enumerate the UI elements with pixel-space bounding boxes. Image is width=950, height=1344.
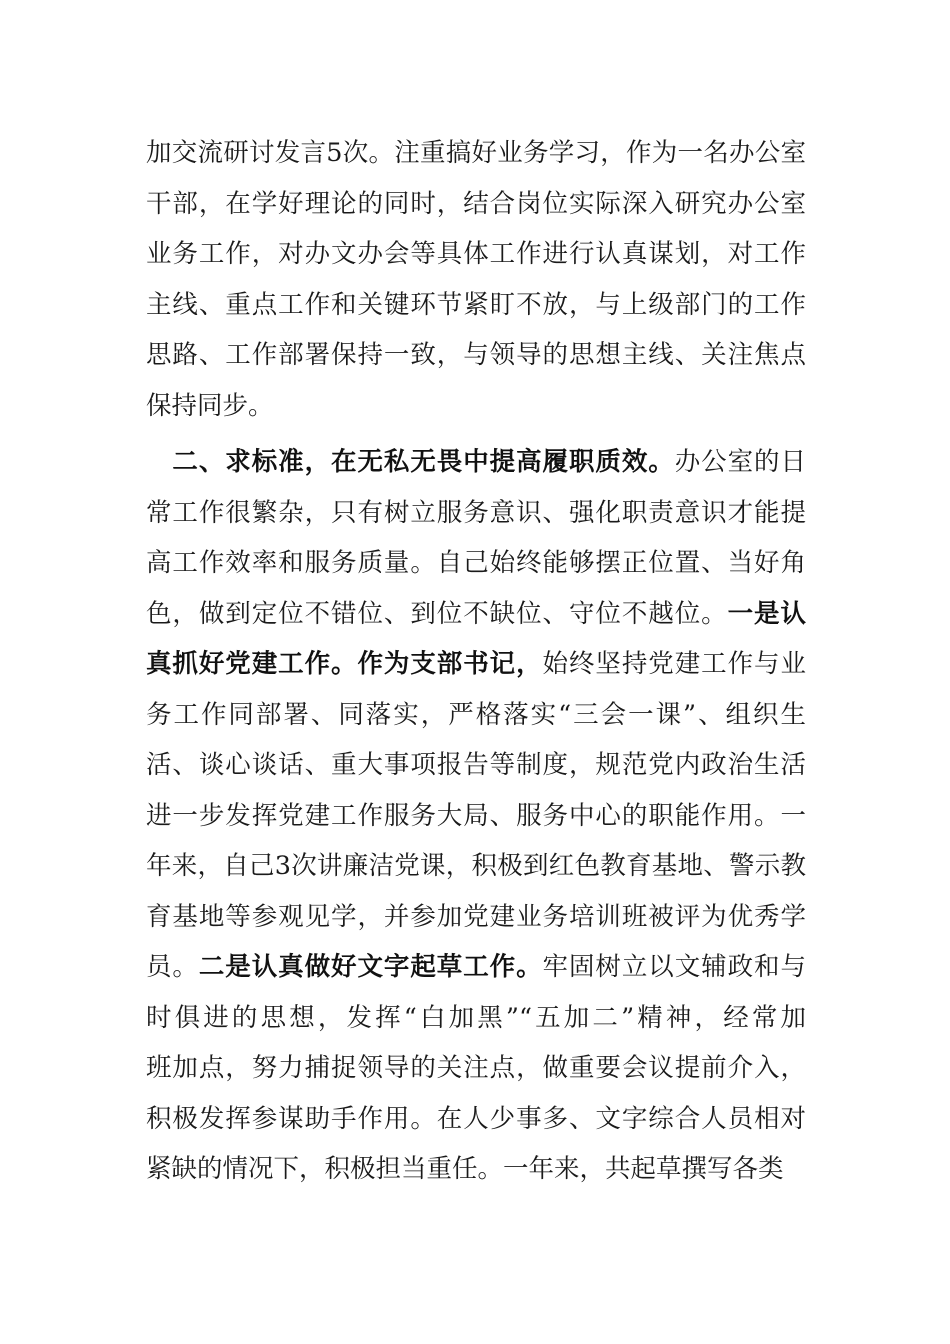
- text-line: [146, 133, 806, 173]
- text-run: 年来，自己3次讲廉洁党课，积极到红色教育基地、警示教: [146, 851, 806, 881]
- bold-text-run: 一是认: [727, 598, 806, 629]
- text-run: 积极发挥参谋助手作用。在人少事多、文字综合人员相对: [146, 1103, 806, 1134]
- text-run: 务工作同部署、同落实，严格落实“三会一课”、组织生: [146, 699, 806, 730]
- text-run: 常工作很繁杂，只有树立服务意识、强化职责意识才能提: [146, 497, 806, 528]
- text-run: 牢固树立以文辅政和与: [542, 952, 806, 982]
- text-run: 时俱进的思想，发挥“白加黑”“五加二”精神，经常加: [146, 1002, 806, 1033]
- text-run: 育基地等参观见学，并参加党建业务培训班被评为优秀学: [146, 901, 806, 932]
- text-line: [146, 1048, 806, 1088]
- text-line: [146, 897, 806, 937]
- text-run: 活、谈心谈话、重大事项报告等制度，规范党内政治生活: [146, 750, 806, 780]
- text-run: 紧缺的情况下，积极担当重任。一年来，共起草撰写各类: [146, 1154, 784, 1184]
- text-run: 办公室的日: [674, 447, 806, 477]
- text-line: [146, 998, 806, 1038]
- text-line: [146, 796, 806, 836]
- text-line: [146, 335, 806, 375]
- text-run: 始终坚持党建工作与业: [542, 649, 806, 679]
- text-line: [146, 285, 806, 325]
- bold-text-run: 真抓好党建工作。作为支部书记，: [146, 649, 543, 679]
- text-line: [146, 644, 806, 684]
- text-line: [146, 947, 806, 987]
- text-line: [146, 543, 806, 583]
- text-line: [146, 493, 806, 533]
- text-line: [146, 184, 806, 224]
- text-run: 加交流研讨发言5次。注重搞好业务学习，作为一名办公室: [146, 138, 806, 168]
- text-run: 干部，在学好理论的同时，结合岗位实际深入研究办公室: [146, 188, 806, 219]
- text-line: [146, 442, 806, 482]
- text-line: [146, 1149, 806, 1189]
- text-run: 保持同步。: [146, 390, 274, 421]
- text-line: [146, 846, 806, 886]
- text-run: 员。: [146, 952, 199, 982]
- text-run: 高工作效率和服务质量。自己始终能够摆正位置、当好角: [146, 548, 806, 578]
- text-line: [146, 1099, 806, 1139]
- text-run: 进一步发挥党建工作服务大局、服务中心的职能作用。一: [146, 800, 806, 831]
- text-run: 思路、工作部署保持一致，与领导的思想主线、关注焦点: [146, 340, 806, 370]
- text-line: [146, 695, 806, 735]
- text-run: 色，做到定位不错位、到位不缺位、守位不越位。: [146, 598, 728, 629]
- bold-text-run: 二、求标准，在无私无畏中提高履职质效。: [146, 447, 675, 477]
- text-line: [146, 234, 806, 274]
- text-run: 主线、重点工作和关键环节紧盯不放，与上级部门的工作: [146, 289, 806, 320]
- text-run: 业务工作，对办文办会等具体工作进行认真谋划，对工作: [146, 239, 806, 269]
- text-line: [146, 745, 806, 785]
- bold-text-run: 二是认真做好文字起草工作。: [198, 952, 543, 982]
- text-line: [146, 386, 806, 426]
- text-line: [146, 594, 806, 634]
- text-run: 班加点，努力捕捉领导的关注点，做重要会议提前介入，: [146, 1053, 806, 1083]
